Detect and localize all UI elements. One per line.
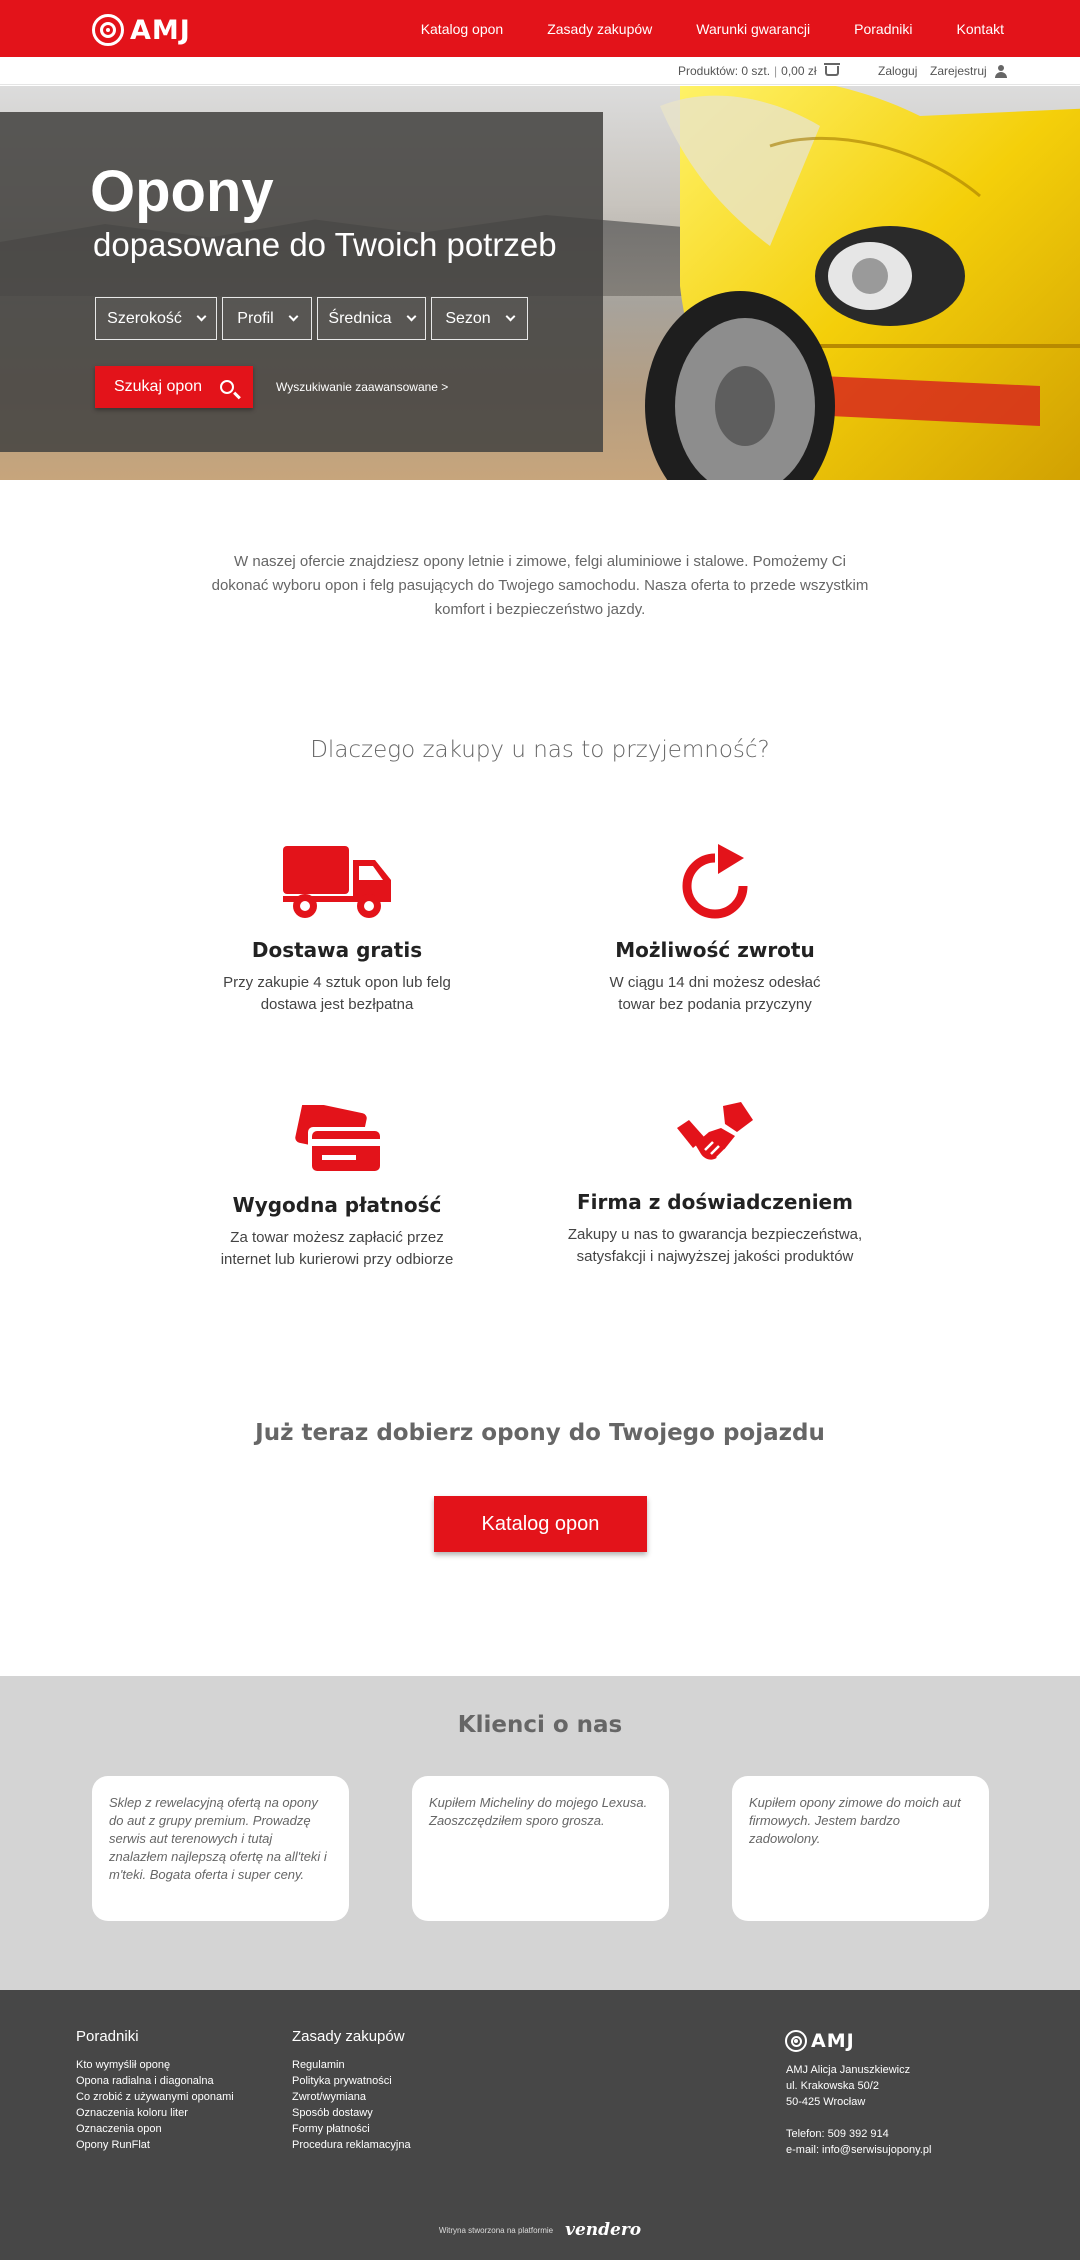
search-icon (220, 380, 234, 394)
testimonials-title: Klienci o nas (457, 1712, 623, 1738)
logo-target-icon (92, 14, 124, 46)
catalog-button[interactable]: Katalog opon (434, 1496, 647, 1552)
filter-label: Sezon (445, 309, 491, 327)
footer-link[interactable]: Oznaczenia opon (76, 2123, 162, 2135)
filter-label: Profil (237, 309, 274, 327)
cta-title: Już teraz dobierz opony do Twojego pojazdu (255, 1420, 825, 1446)
testimonials-section (0, 1676, 1080, 1990)
filter-srednica[interactable] (317, 297, 426, 340)
footer-rules-title: Zasady zakupów (292, 2028, 405, 2045)
hero-title: Opony (90, 159, 274, 224)
filter-sezon[interactable] (431, 297, 528, 340)
cart-total: 0,00 zł (781, 64, 817, 78)
nav-poradniki[interactable]: Poradniki (854, 20, 913, 37)
yellow-car-image (620, 86, 1080, 480)
search-tires-button[interactable] (95, 366, 253, 408)
filter-profil[interactable] (222, 297, 312, 340)
brand-name: AMJ (130, 14, 191, 46)
testimonial-card (732, 1776, 989, 1921)
email[interactable]: e-mail: info@serwisujopony.pl (786, 2144, 932, 2156)
feature-experience (545, 1082, 885, 1268)
feature-text: Przy zakupie 4 sztuk opon lub felg dostawa jest bezłpatna (223, 974, 451, 1013)
footer-guides-title: Poradniki (76, 2028, 139, 2045)
footer-link[interactable]: Procedura reklamacyjna (292, 2139, 411, 2151)
testimonial-card (412, 1776, 669, 1921)
footer-link[interactable]: Kto wymyślił oponę (76, 2059, 171, 2071)
return-icon (545, 830, 885, 920)
nav-kontakt[interactable]: Kontakt (956, 20, 1004, 37)
feature-title: Wygodna płatność (232, 1193, 442, 1217)
feature-returns (545, 830, 885, 1016)
logo-target-icon (785, 2030, 807, 2052)
phone: Telefon: 509 392 914 (786, 2128, 889, 2140)
footer-shopping-rules (292, 2028, 411, 2153)
footer-link[interactable]: Formy płatności (292, 2123, 370, 2135)
footer (0, 1990, 1080, 2260)
account-bar (0, 57, 1080, 85)
street: ul. Krakowska 50/2 (786, 2080, 879, 2092)
postal-city: 50-425 Wrocław (786, 2096, 866, 2108)
basket-icon[interactable] (825, 66, 839, 76)
footer-address (786, 2062, 931, 2158)
user-icon (995, 65, 1007, 78)
nav-katalog-opon[interactable]: Katalog opon (420, 20, 504, 37)
footer-link[interactable]: Oznaczenia koloru liter (76, 2107, 188, 2119)
feature-title: Firma z doświadczeniem (577, 1190, 853, 1214)
cart-summary[interactable] (678, 64, 839, 78)
testimonial-text: Kupiłem opony zimowe do moich aut firmowych. Jestem bardzo zadowolony. (749, 1795, 961, 1846)
footer-logo (785, 2030, 855, 2052)
nav-zasady-zakupow[interactable]: Zasady zakupów (547, 20, 653, 37)
advanced-search-link[interactable]: Wyszukiwanie zaawansowane > (276, 380, 449, 394)
intro-text: W naszej ofercie znajdziesz opony letnie i zimowe, felgi aluminiowe i stalowe. Pomożemy Ci dokonać wyboru opon i felg pasujących do Twojego samochodu. Nasza oferta to przede wszystkim komfort i bezpieczeństwo jazdy. (211, 553, 869, 618)
credit-card-icon (167, 1085, 507, 1175)
feature-payment (167, 1085, 507, 1271)
footer-link[interactable]: Opony RunFlat (76, 2139, 150, 2151)
feature-text: Zakupy u nas to gwarancja bezpieczeństwa, satysfakcji i najwyższej jakości produktów (567, 1226, 863, 1265)
handshake-icon (545, 1082, 885, 1172)
truck-icon (167, 830, 507, 920)
main-menu (377, 0, 1004, 57)
hero-subtitle: dopasowane do Twoich potrzeb (93, 226, 557, 263)
filter-szerokosc[interactable] (95, 297, 217, 340)
chevron-down-icon (196, 312, 206, 322)
footer-brand-name: AMJ (811, 2030, 855, 2052)
filter-label: Średnica (328, 309, 392, 327)
login-link[interactable]: Zaloguj (878, 64, 918, 78)
register-link[interactable] (930, 64, 1007, 78)
testimonial-text: Kupiłem Micheliny do mojego Lexusa. Zaoszczędziłem sporo grosza. (429, 1795, 648, 1828)
cart-separator: | (774, 64, 778, 78)
hero-banner (0, 86, 1080, 480)
chevron-down-icon (288, 312, 298, 322)
search-button-label: Szukaj opon (113, 378, 203, 395)
company-name: AMJ Alicja Januszkiewicz (786, 2064, 911, 2076)
testimonial-card (92, 1776, 349, 1921)
tire-filters (95, 297, 533, 340)
register-label: Zarejestruj (930, 64, 987, 78)
chevron-down-icon (406, 312, 416, 322)
vendero-logo[interactable]: vendero (565, 2220, 642, 2240)
feature-title: Możliwość zwrotu (615, 938, 815, 962)
cart-products-count: Produktów: 0 szt. (678, 64, 771, 78)
feature-title: Dostawa gratis (251, 938, 423, 962)
why-us-title: Dlaczego zakupy u nas to przyjemność? (310, 737, 770, 763)
footer-link[interactable]: Co zrobić z używanymi oponami (76, 2091, 234, 2103)
footer-link[interactable]: Zwrot/wymiana (292, 2091, 366, 2103)
feature-text: Za towar możesz zapłacić przez internet lub kurierowi przy odbiorze (220, 1229, 454, 1268)
footer-guides (76, 2028, 234, 2153)
nav-warunki-gwarancji[interactable]: Warunki gwarancji (696, 20, 811, 37)
platform-credit (0, 2220, 1080, 2240)
testimonial-text: Sklep z rewelacyjną ofertą na opony do aut z grupy premium. Prowadzę serwis aut terenowych i tutaj znalazłem najlepszą ofertę na all'teki i m'teki. Bogata oferta i super ceny. (109, 1795, 327, 1882)
footer-link[interactable]: Polityka prywatności (292, 2075, 392, 2087)
footer-link[interactable]: Regulamin (292, 2059, 345, 2071)
platform-text: Witryna stworzona na platformie (438, 2225, 554, 2235)
filter-label: Szerokość (107, 309, 182, 327)
chevron-down-icon (505, 312, 515, 322)
brand-logo[interactable] (92, 14, 191, 46)
address-spacer (786, 2110, 931, 2126)
feature-text: W ciągu 14 dni możesz odesłać towar bez podania przyczyny (609, 974, 821, 1013)
top-nav (0, 0, 1080, 57)
feature-free-delivery (167, 830, 507, 1016)
footer-link[interactable]: Opona radialna i diagonalna (76, 2075, 214, 2087)
footer-link[interactable]: Sposób dostawy (292, 2107, 373, 2119)
